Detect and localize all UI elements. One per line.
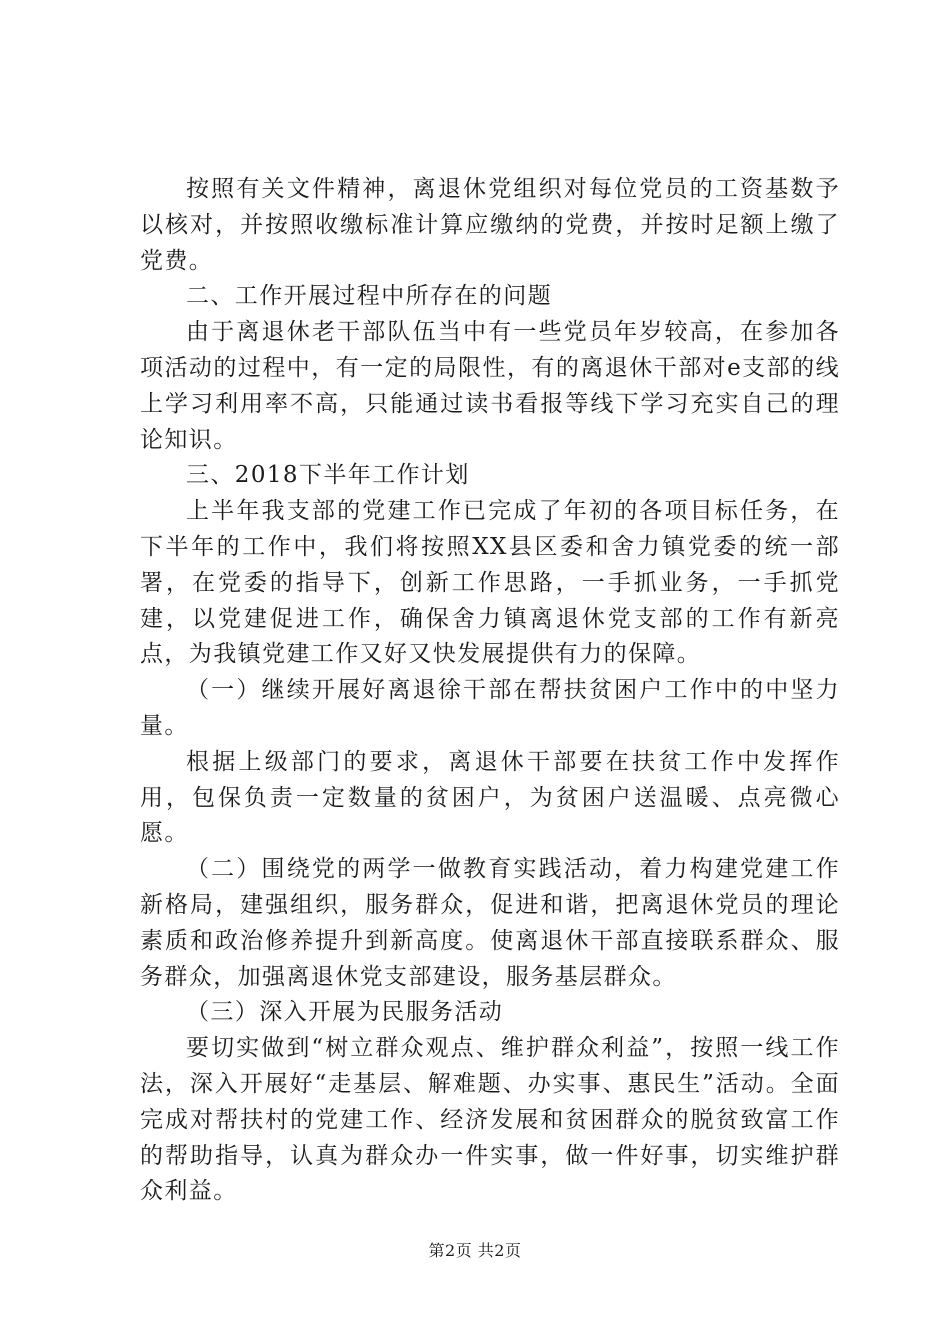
paragraph-poverty-relief: 根据上级部门的要求，离退休干部要在扶贫工作中发挥作用，包保负责一定数量的贫困户，为贫困户送温暖、点亮微心愿。 <box>140 748 840 847</box>
section-heading-problems: 二、工作开展过程中所存在的问题 <box>186 283 552 310</box>
subheading-public-service: （三）深入开展为民服务活动 <box>186 999 504 1026</box>
section-heading-plan: 三、2018下半年工作计划 <box>186 462 470 489</box>
subheading-poverty-relief: （一）继续开展好离退徐干部在帮扶贫困户工作中的中坚力量。 <box>140 677 840 739</box>
paragraph-problems: 由于离退休老干部队伍当中有一些党员年岁较高，在参加各项活动的过程中，有一定的局限性，有的离退休干部对e支部的线上学习利用率不高，只能通过读书看报等线下学习充实自己的理论知识。 <box>140 319 840 453</box>
document-body <box>140 172 840 1210</box>
paragraph-party-fee: 按照有关文件精神，离退休党组织对每位党员的工资基数予以核对，并按照收缴标准计算应缴纳的党费，并按时足额上缴了党费。 <box>140 176 840 274</box>
paragraph-public-service: 要切实做到“树立群众观点、维护群众利益”，按照一线工作法，深入开展好“走基层、解难题、办实事、惠民生”活动。全面完成对帮扶村的党建工作、经济发展和贫困群众的脱贫致富工作的帮助指导，认真为群众办一件实事，做一件好事，切实维护群众利益。 <box>140 1035 840 1205</box>
page-number-footer: 第2页 共2页 <box>428 1241 522 1260</box>
paragraph-education-activity: （二）围绕党的两学一做教育实践活动，着力构建党建工作新格局，建强组织，服务群众，促进和谐，把离退休党员的理论素质和政治修养提升到新高度。使离退休干部直接联系群众、服务群众，加强离退休党支部建设，服务基层群众。 <box>140 856 840 990</box>
paragraph-plan-overview: 上半年我支部的党建工作已完成了年初的各项目标任务，在下半年的工作中，我们将按照XX县区委和舍力镇党委的统一部署，在党委的指导下，创新工作思路，一手抓业务，一手抓党建，以党建促进工作，确保舍力镇离退休党支部的工作有新亮点，为我镇党建工作又好又快发展提供有力的保障。 <box>140 498 840 668</box>
